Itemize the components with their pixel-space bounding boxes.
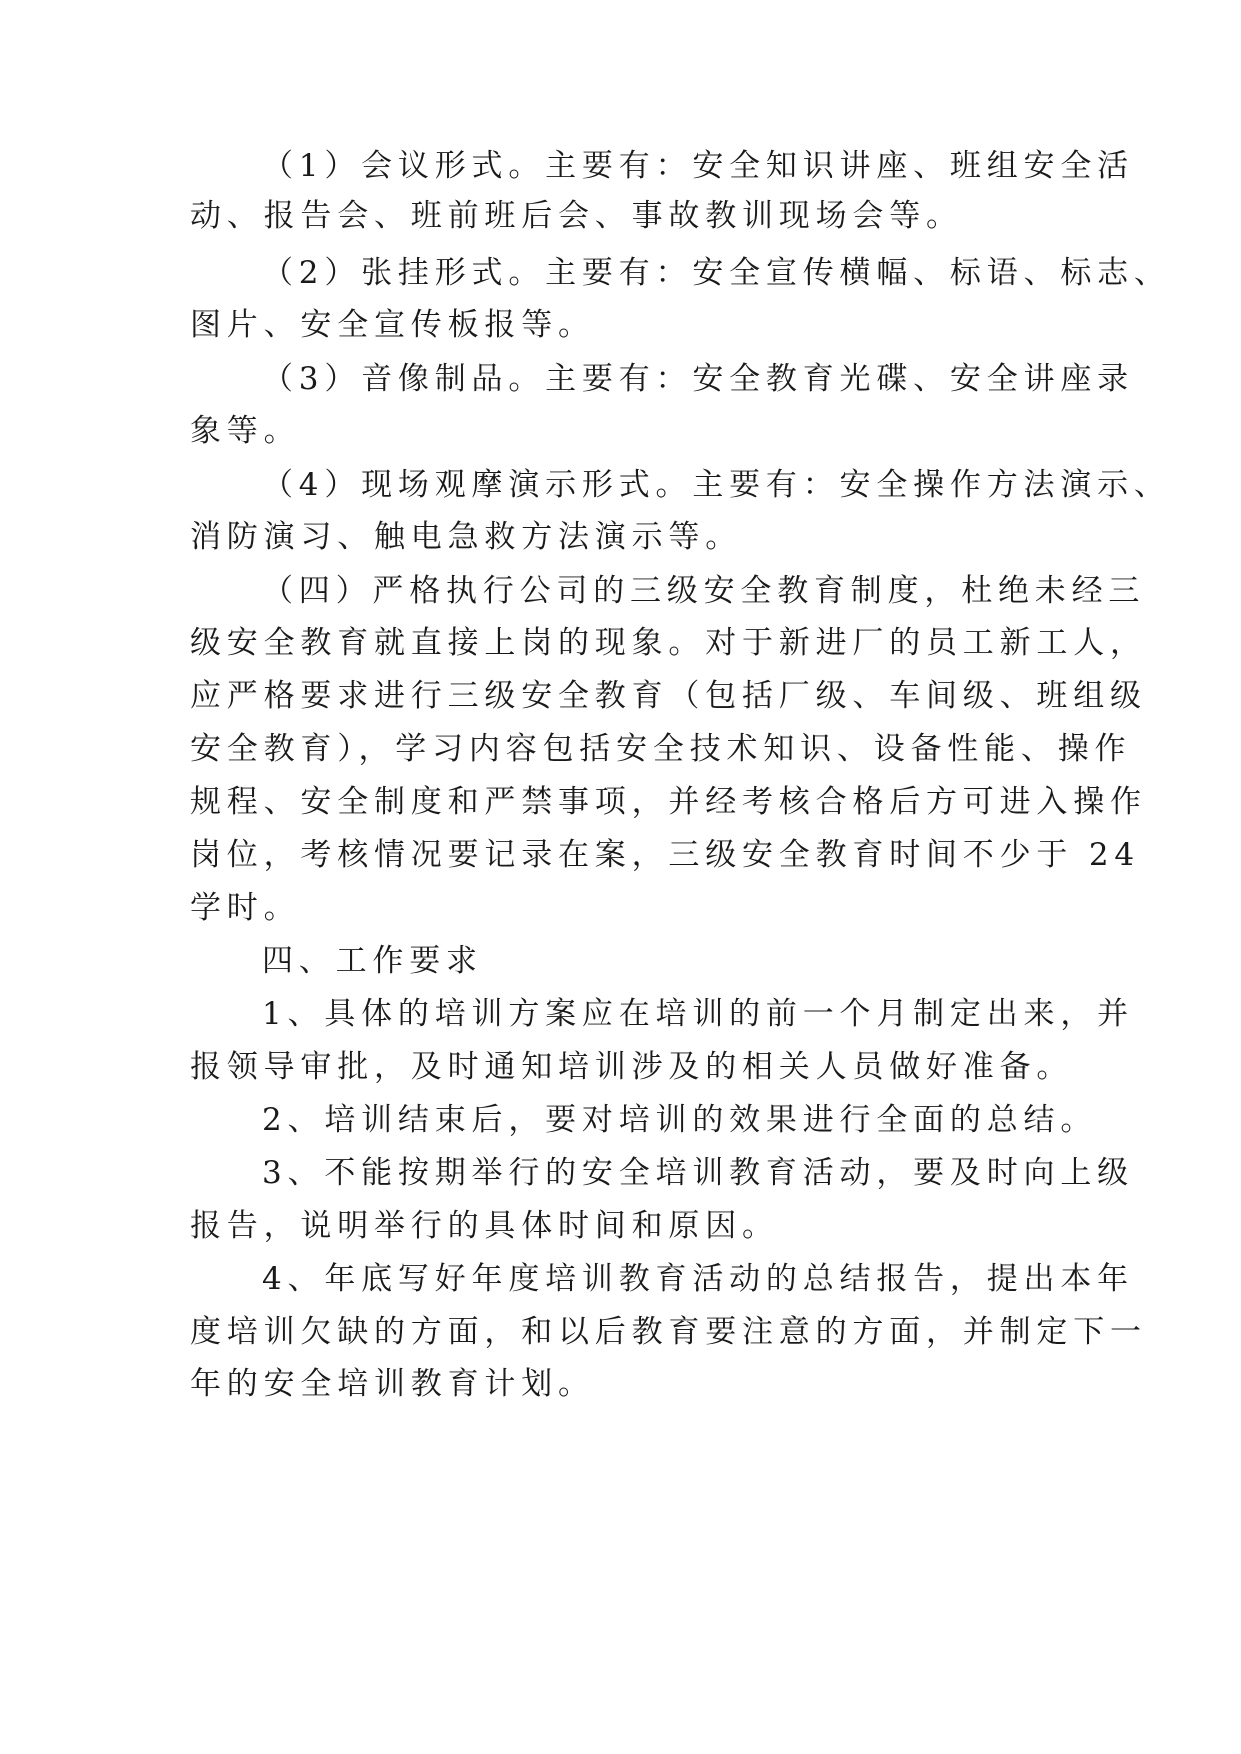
paragraph-line: （四）严格执行公司的三级安全教育制度，杜绝未经三 <box>262 573 1146 609</box>
paragraph-line: 安全教育），学习内容包括安全技术知识、设备性能、操作 <box>190 731 1132 767</box>
paragraph-line: 消防演习、触电急救方法演示等。 <box>190 519 742 555</box>
paragraph-line: 规程、安全制度和严禁事项，并经考核合格后方可进入操作 <box>190 784 1147 820</box>
paragraph-line: 2、培训结束后，要对培训的效果进行全面的总结。 <box>262 1102 1098 1138</box>
paragraph-line: （4）现场观摩演示形式。主要有：安全操作方法演示、 <box>262 467 1171 503</box>
paragraph-line: 应严格要求进行三级安全教育（包括厂级、车间级、班组级 <box>190 678 1147 714</box>
paragraph-line: 学时。 <box>190 890 301 926</box>
paragraph-line: 图片、安全宣传板报等。 <box>190 307 595 343</box>
paragraph-line: 度培训欠缺的方面，和以后教育要注意的方面，并制定下一 <box>190 1314 1147 1350</box>
section-heading: 四、工作要求 <box>262 943 483 979</box>
paragraph-line: （1）会议形式。主要有：安全知识讲座、班组安全活 <box>262 148 1134 184</box>
paragraph-line: 3、不能按期举行的安全培训教育活动，要及时向上级 <box>262 1155 1134 1191</box>
paragraph-line: （3）音像制品。主要有：安全教育光碟、安全讲座录 <box>262 361 1134 397</box>
paragraph-line: 象等。 <box>190 413 301 449</box>
paragraph-line: 年的安全培训教育计划。 <box>190 1366 595 1402</box>
paragraph-line: 岗位，考核情况要记录在案，三级安全教育时间不少于 24 <box>190 837 1140 873</box>
paragraph-line: 动、报告会、班前班后会、事故教训现场会等。 <box>190 198 963 234</box>
paragraph-line: 报告，说明举行的具体时间和原因。 <box>190 1208 779 1244</box>
paragraph-line: 报领导审批，及时通知培训涉及的相关人员做好准备。 <box>190 1049 1074 1085</box>
paragraph-line: （2）张挂形式。主要有：安全宣传横幅、标语、标志、 <box>262 255 1171 291</box>
paragraph-line: 4、年底写好年度培训教育活动的总结报告，提出本年 <box>262 1261 1134 1297</box>
paragraph-line: 级安全教育就直接上岗的现象。对于新进厂的员工新工人， <box>190 625 1147 661</box>
paragraph-line: 1、具体的培训方案应在培训的前一个月制定出来，并 <box>262 996 1134 1032</box>
